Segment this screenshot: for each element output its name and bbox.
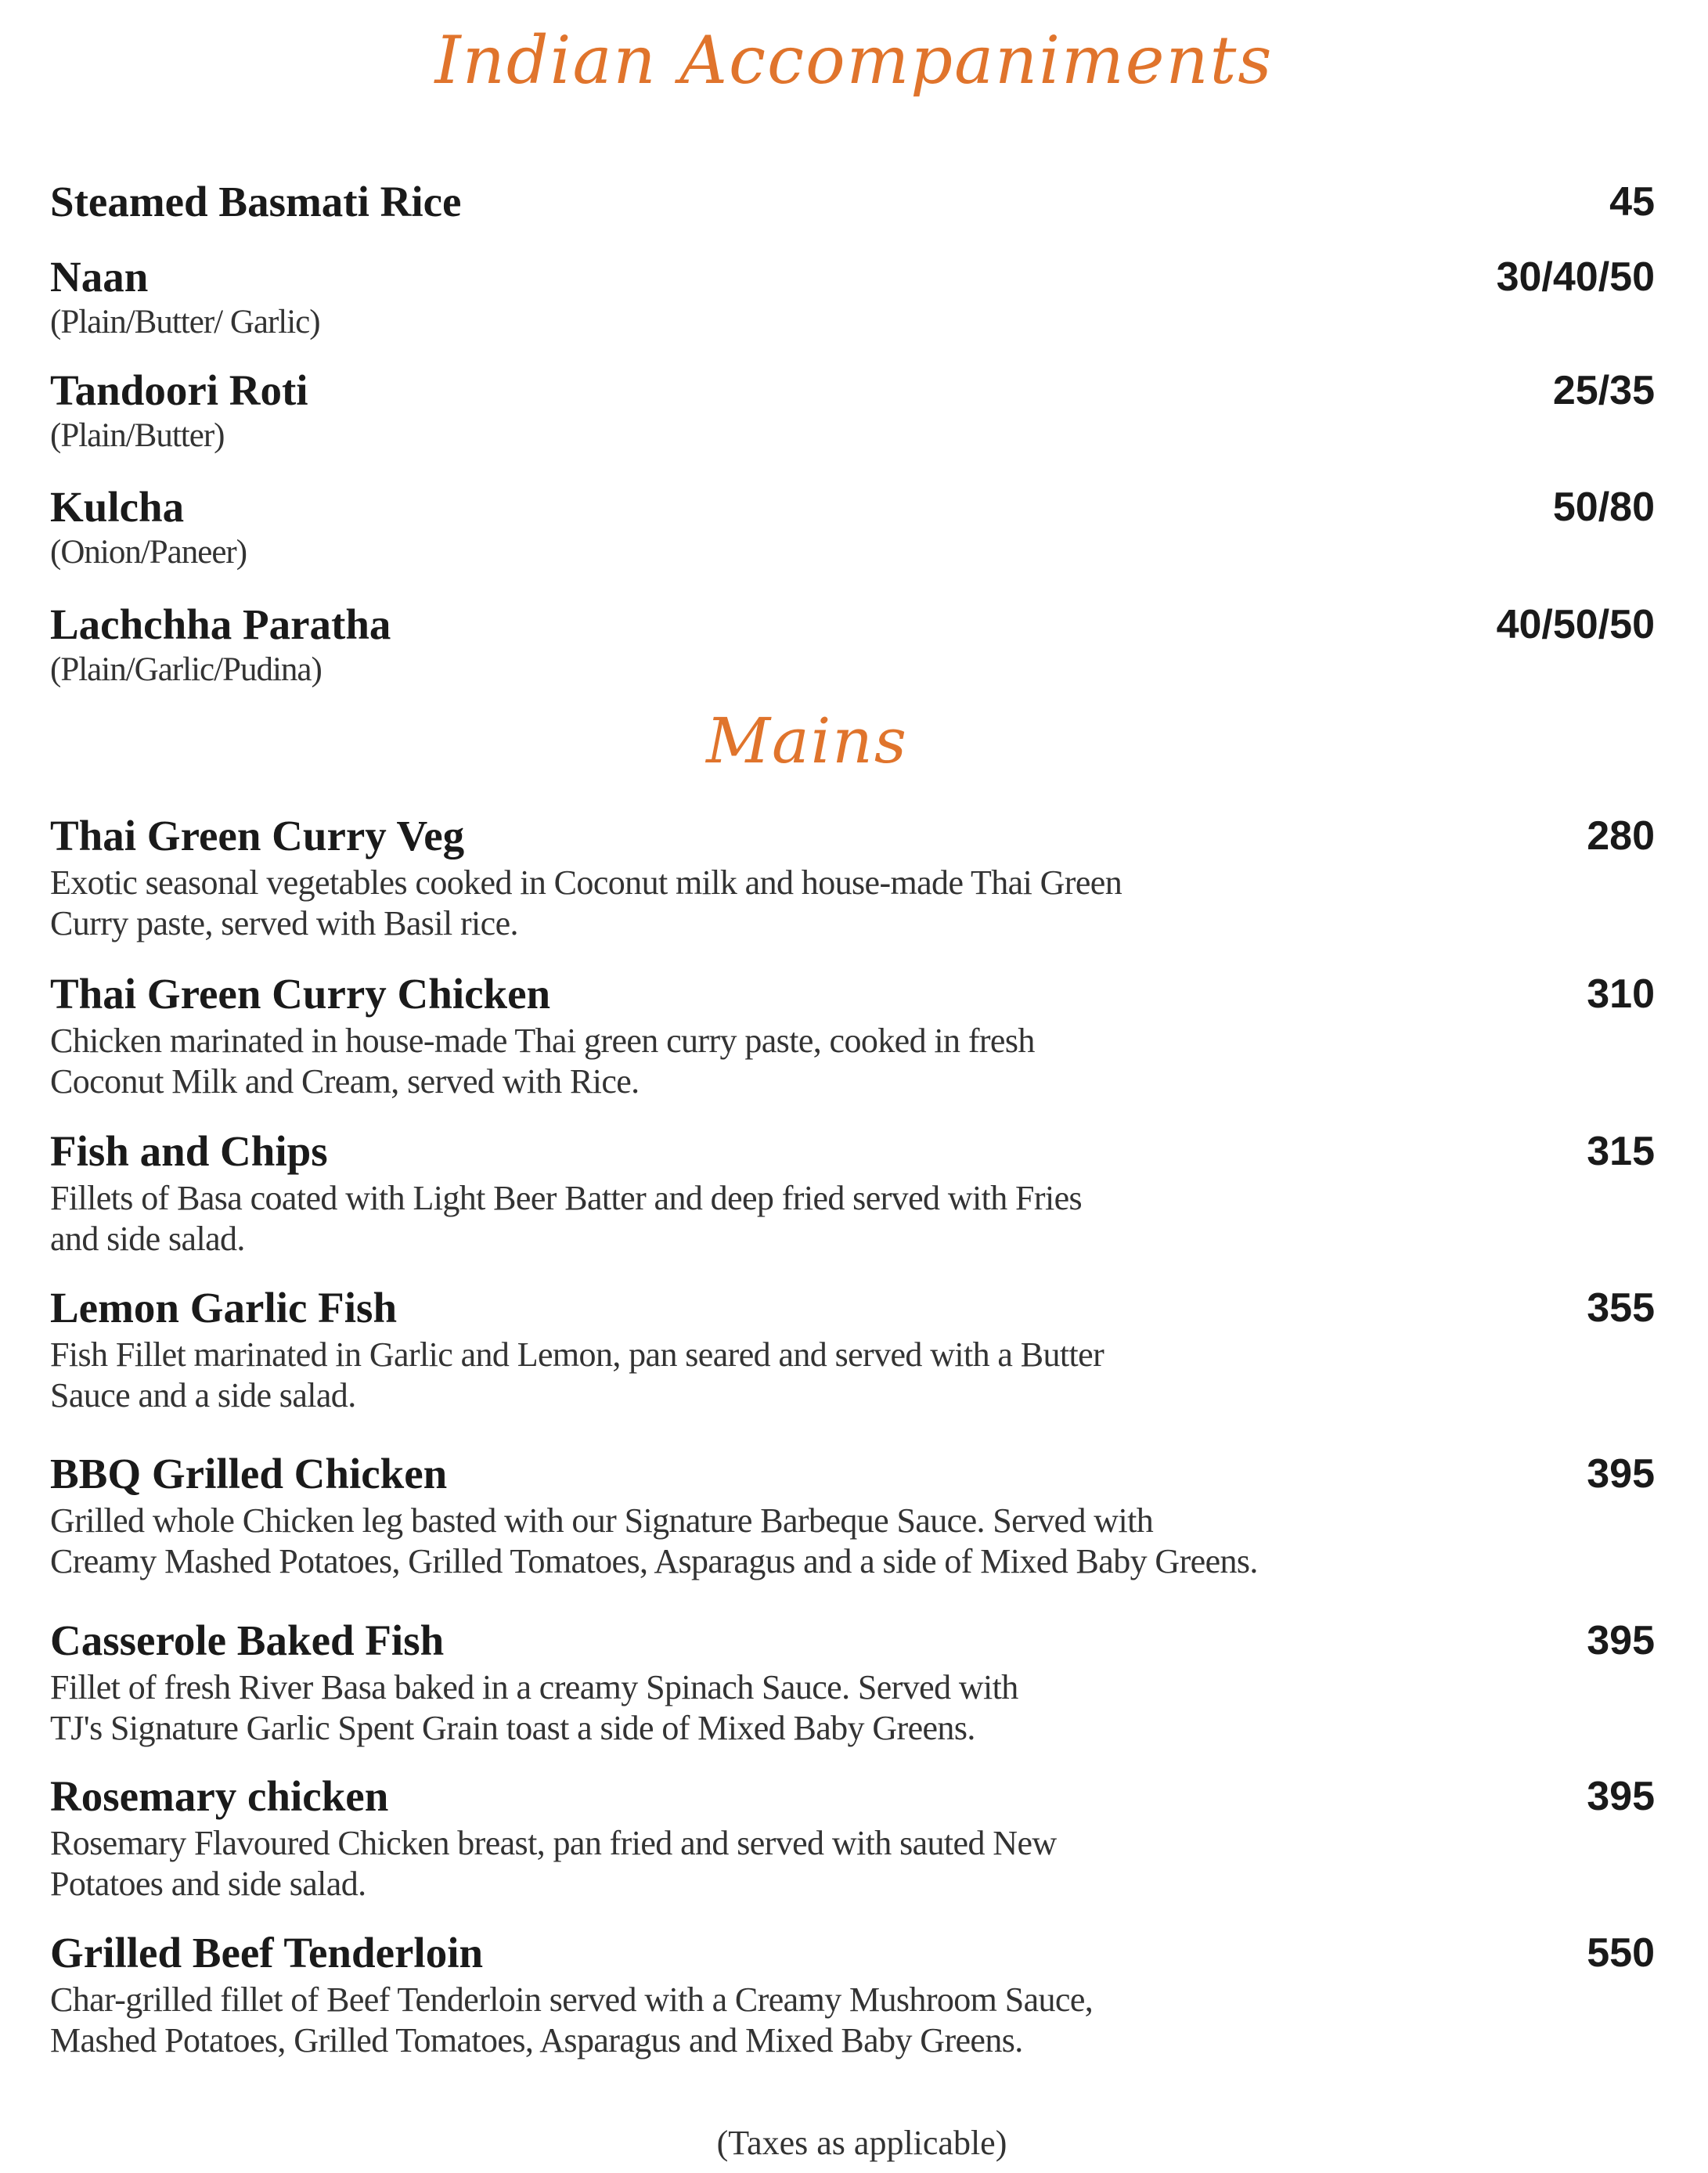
menu-item	[50, 1450, 1655, 1582]
item-price: 280	[1587, 813, 1655, 859]
item-description-line: Exotic seasonal vegetables cooked in Coconut milk and house-made Thai Green	[50, 863, 1122, 902]
item-description	[50, 1178, 1655, 1259]
item-description-line: Mashed Potatoes, Grilled Tomatoes, Asparagus and Mixed Baby Greens.	[50, 2021, 1023, 2059]
taxes-note: (Taxes as applicable)	[716, 2124, 1007, 2162]
item-price: 45	[1609, 179, 1655, 225]
section-title-mains: Mains	[706, 705, 908, 777]
item-name: Grilled Beef Tenderloin	[50, 1929, 484, 1977]
item-description-line: Char-grilled fillet of Beef Tenderloin served with a Creamy Mushroom Sauce,	[50, 1980, 1094, 2019]
item-description	[50, 1667, 1655, 1749]
menu-item	[50, 367, 1655, 456]
item-name: Thai Green Curry Chicken	[50, 970, 551, 1018]
item-price: 25/35	[1552, 368, 1655, 413]
item-description-line: Coconut Milk and Cream, served with Rice.	[50, 1062, 640, 1101]
item-description-line: and side salad.	[50, 1220, 245, 1258]
menu-item	[50, 813, 1655, 944]
item-name: Naan	[50, 253, 149, 301]
item-name: Rosemary chicken	[50, 1772, 389, 1820]
item-price: 395	[1587, 1774, 1655, 1819]
item-description-line: Rosemary Flavoured Chicken breast, pan fried and served with sauted New	[50, 1824, 1057, 1862]
item-description-line: Curry paste, served with Basil rice.	[50, 904, 518, 942]
item-name: Thai Green Curry Veg	[50, 812, 465, 859]
item-price: 50/80	[1552, 485, 1655, 530]
item-price: 550	[1587, 1930, 1655, 1976]
item-description-line: Grilled whole Chicken leg basted with our Signature Barbeque Sauce. Served with	[50, 1501, 1154, 1540]
item-name: Kulcha	[50, 483, 185, 531]
item-description	[50, 1021, 1655, 1102]
section-title-indian-accompaniments: Indian Accompaniments	[434, 22, 1274, 99]
item-description-line: Potatoes and side salad.	[50, 1865, 366, 1903]
menu-item	[50, 178, 1655, 225]
item-description	[50, 1980, 1655, 2061]
item-price: 315	[1587, 1129, 1655, 1174]
item-description-line: Sauce and a side salad.	[50, 1376, 356, 1414]
menu-item	[50, 1773, 1655, 1905]
menu-item	[50, 1930, 1655, 2061]
item-price: 310	[1587, 971, 1655, 1017]
item-name: Steamed Basmati Rice	[50, 178, 462, 225]
item-description	[50, 1501, 1655, 1582]
item-options: (Plain/Butter/ Garlic)	[50, 304, 320, 341]
item-options: (Onion/Paneer)	[50, 534, 247, 571]
item-name: Lemon Garlic Fish	[50, 1284, 398, 1332]
item-description	[50, 1823, 1655, 1905]
item-description-line: Chicken marinated in house-made Thai green curry paste, cooked in fresh	[50, 1022, 1035, 1060]
item-description	[50, 1335, 1655, 1416]
item-name: Lachchha Paratha	[50, 600, 391, 648]
menu-item	[50, 601, 1655, 690]
item-name: BBQ Grilled Chicken	[50, 1450, 448, 1497]
menu-item	[50, 1128, 1655, 1259]
menu-item	[50, 971, 1655, 1102]
item-name: Fish and Chips	[50, 1127, 328, 1175]
item-price: 355	[1587, 1285, 1655, 1331]
item-description-line: Fillets of Basa coated with Light Beer Batter and deep fried served with Fries	[50, 1179, 1083, 1217]
menu-item	[50, 254, 1655, 343]
item-description-line: Creamy Mashed Potatoes, Grilled Tomatoes, Asparagus and a side of Mixed Baby Greens.	[50, 1542, 1258, 1580]
item-description	[50, 863, 1655, 944]
item-description-line: Fish Fillet marinated in Garlic and Lemon, pan seared and served with a Butter	[50, 1335, 1104, 1374]
item-description-line: TJ's Signature Garlic Spent Grain toast a side of Mixed Baby Greens.	[50, 1709, 975, 1747]
item-price: 30/40/50	[1496, 254, 1655, 300]
item-options: (Plain/Butter)	[50, 417, 225, 454]
menu-item	[50, 1617, 1655, 1749]
menu-item	[50, 1285, 1655, 1416]
item-name: Casserole Baked Fish	[50, 1616, 445, 1664]
item-name: Tandoori Roti	[50, 366, 308, 414]
item-options: (Plain/Garlic/Pudina)	[50, 651, 322, 688]
item-price: 395	[1587, 1618, 1655, 1663]
item-price: 40/50/50	[1496, 602, 1655, 647]
item-description-line: Fillet of fresh River Basa baked in a creamy Spinach Sauce. Served with	[50, 1668, 1018, 1706]
item-price: 395	[1587, 1451, 1655, 1497]
menu-item	[50, 484, 1655, 573]
